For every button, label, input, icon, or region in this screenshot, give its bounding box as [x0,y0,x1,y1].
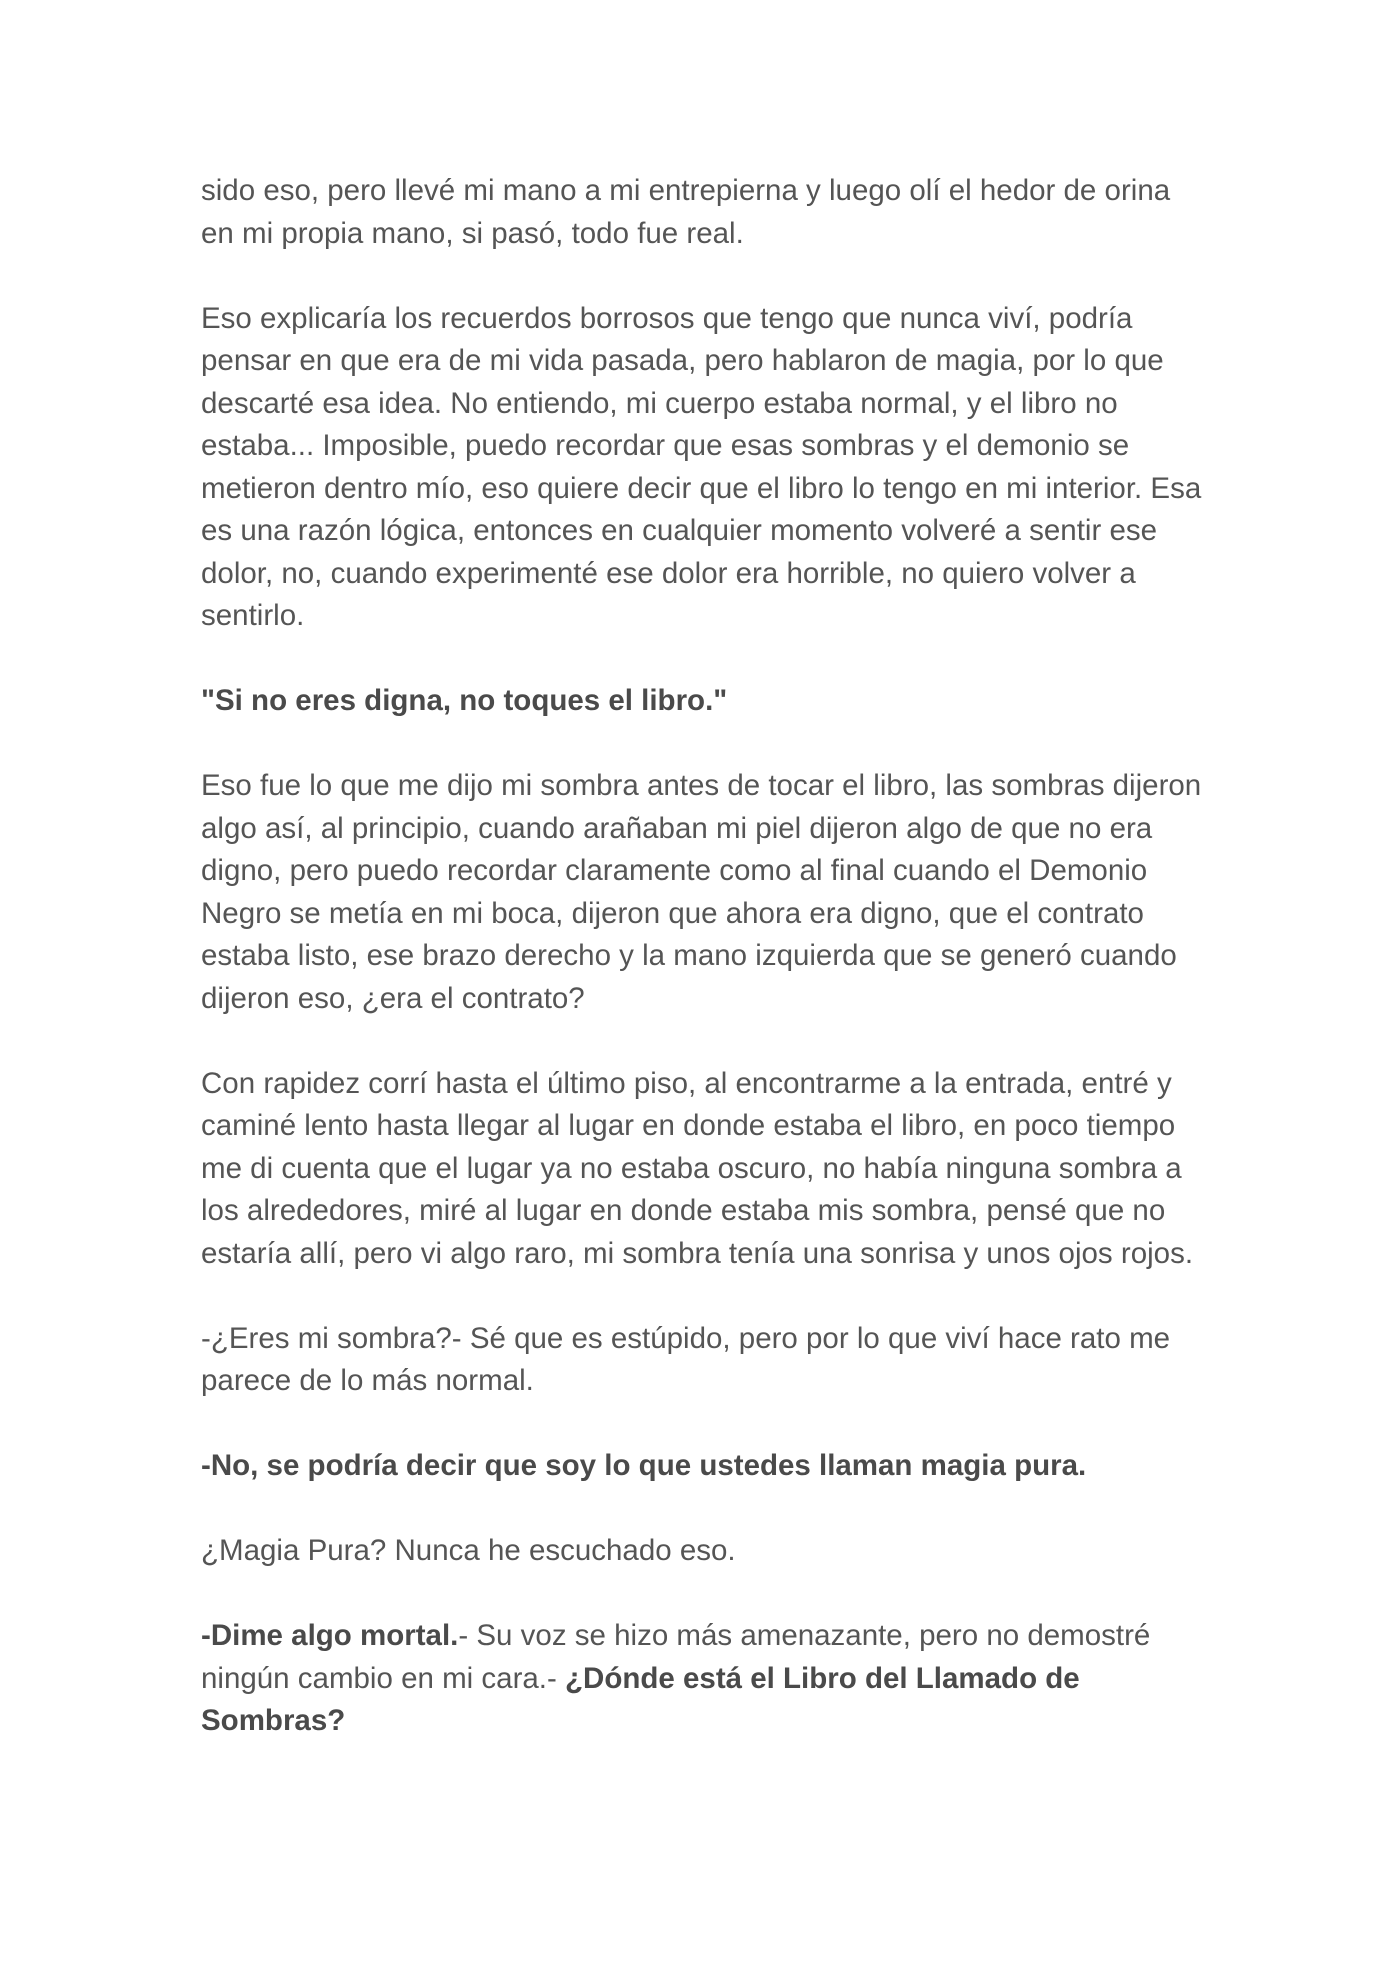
dialogue-bold-1: -Dime algo mortal. [201,1619,459,1652]
paragraph-6-dialogue: -¿Eres mi sombra?- Sé que es estúpido, pero por lo que viví hace rato me parece de lo más normal. [201,1321,1171,1397]
text-body [201,170,1211,1785]
paragraph-2: Eso explicaría los recuerdos borrosos que tengo que nunca viví, podría pensar en que era de mi vida pasada, pero hablaron de magia, por lo que descarté esa idea. No entiendo, mi cuerpo estaba normal, y el libro no estaba... Imposible, puedo recordar que esas sombras y el demonio se metieron dentro mío, eso quiere decir que el libro lo tengo en mi interior. Esa es una razón lógica, entonces en cualquier momento volveré a sentir ese dolor, no, cuando experimenté ese dolor era horrible, no quiero volver a sentirlo. [201,301,1202,632]
paragraph-9-dialogue [201,1615,1211,1743]
paragraph-3-quote: "Si no eres digna, no toques el libro." [201,684,728,717]
paragraph-4: Eso fue lo que me dijo mi sombra antes de tocar el libro, las sombras dijeron algo así, al principio, cuando arañaban mi piel dijeron algo de que no era digno, pero puedo recordar claramente como al final cuando el Demonio Negro se metía en mi boca, dijeron que ahora era digno, que el contrato estaba listo, ese brazo derecho y la mano izquierda que se generó cuando dijeron eso, ¿era el contrato? [201,769,1202,1015]
paragraph-1: sido eso, pero llevé mi mano a mi entrepierna y luego olí el hedor de orina en mi propia mano, si pasó, todo fue real. [201,174,1171,250]
paragraph-8: ¿Magia Pura? Nunca he escuchado eso. [201,1534,736,1567]
paragraph-7-dialogue: -No, se podría decir que soy lo que ustedes llaman magia pura. [201,1449,1087,1482]
dialogue-narration: - Su voz se hizo más amenazante, pero no demostré ningún cambio en mi cara.- [201,1619,1151,1695]
dialogue-bold-2: ¿Dónde está el Libro del Llamado de Sombras? [201,1661,1080,1737]
paragraph-5: Con rapidez corrí hasta el último piso, al encontrarme a la entrada, entré y caminé lento hasta llegar al lugar en donde estaba el libro, en poco tiempo me di cuenta que el lugar ya no estaba oscuro, no había ninguna sombra a los alrededores, miré al lugar en donde estaba mis sombra, pensé que no estaría allí, pero vi algo raro, mi sombra tenía una sonrisa y unos ojos rojos. [201,1066,1194,1270]
